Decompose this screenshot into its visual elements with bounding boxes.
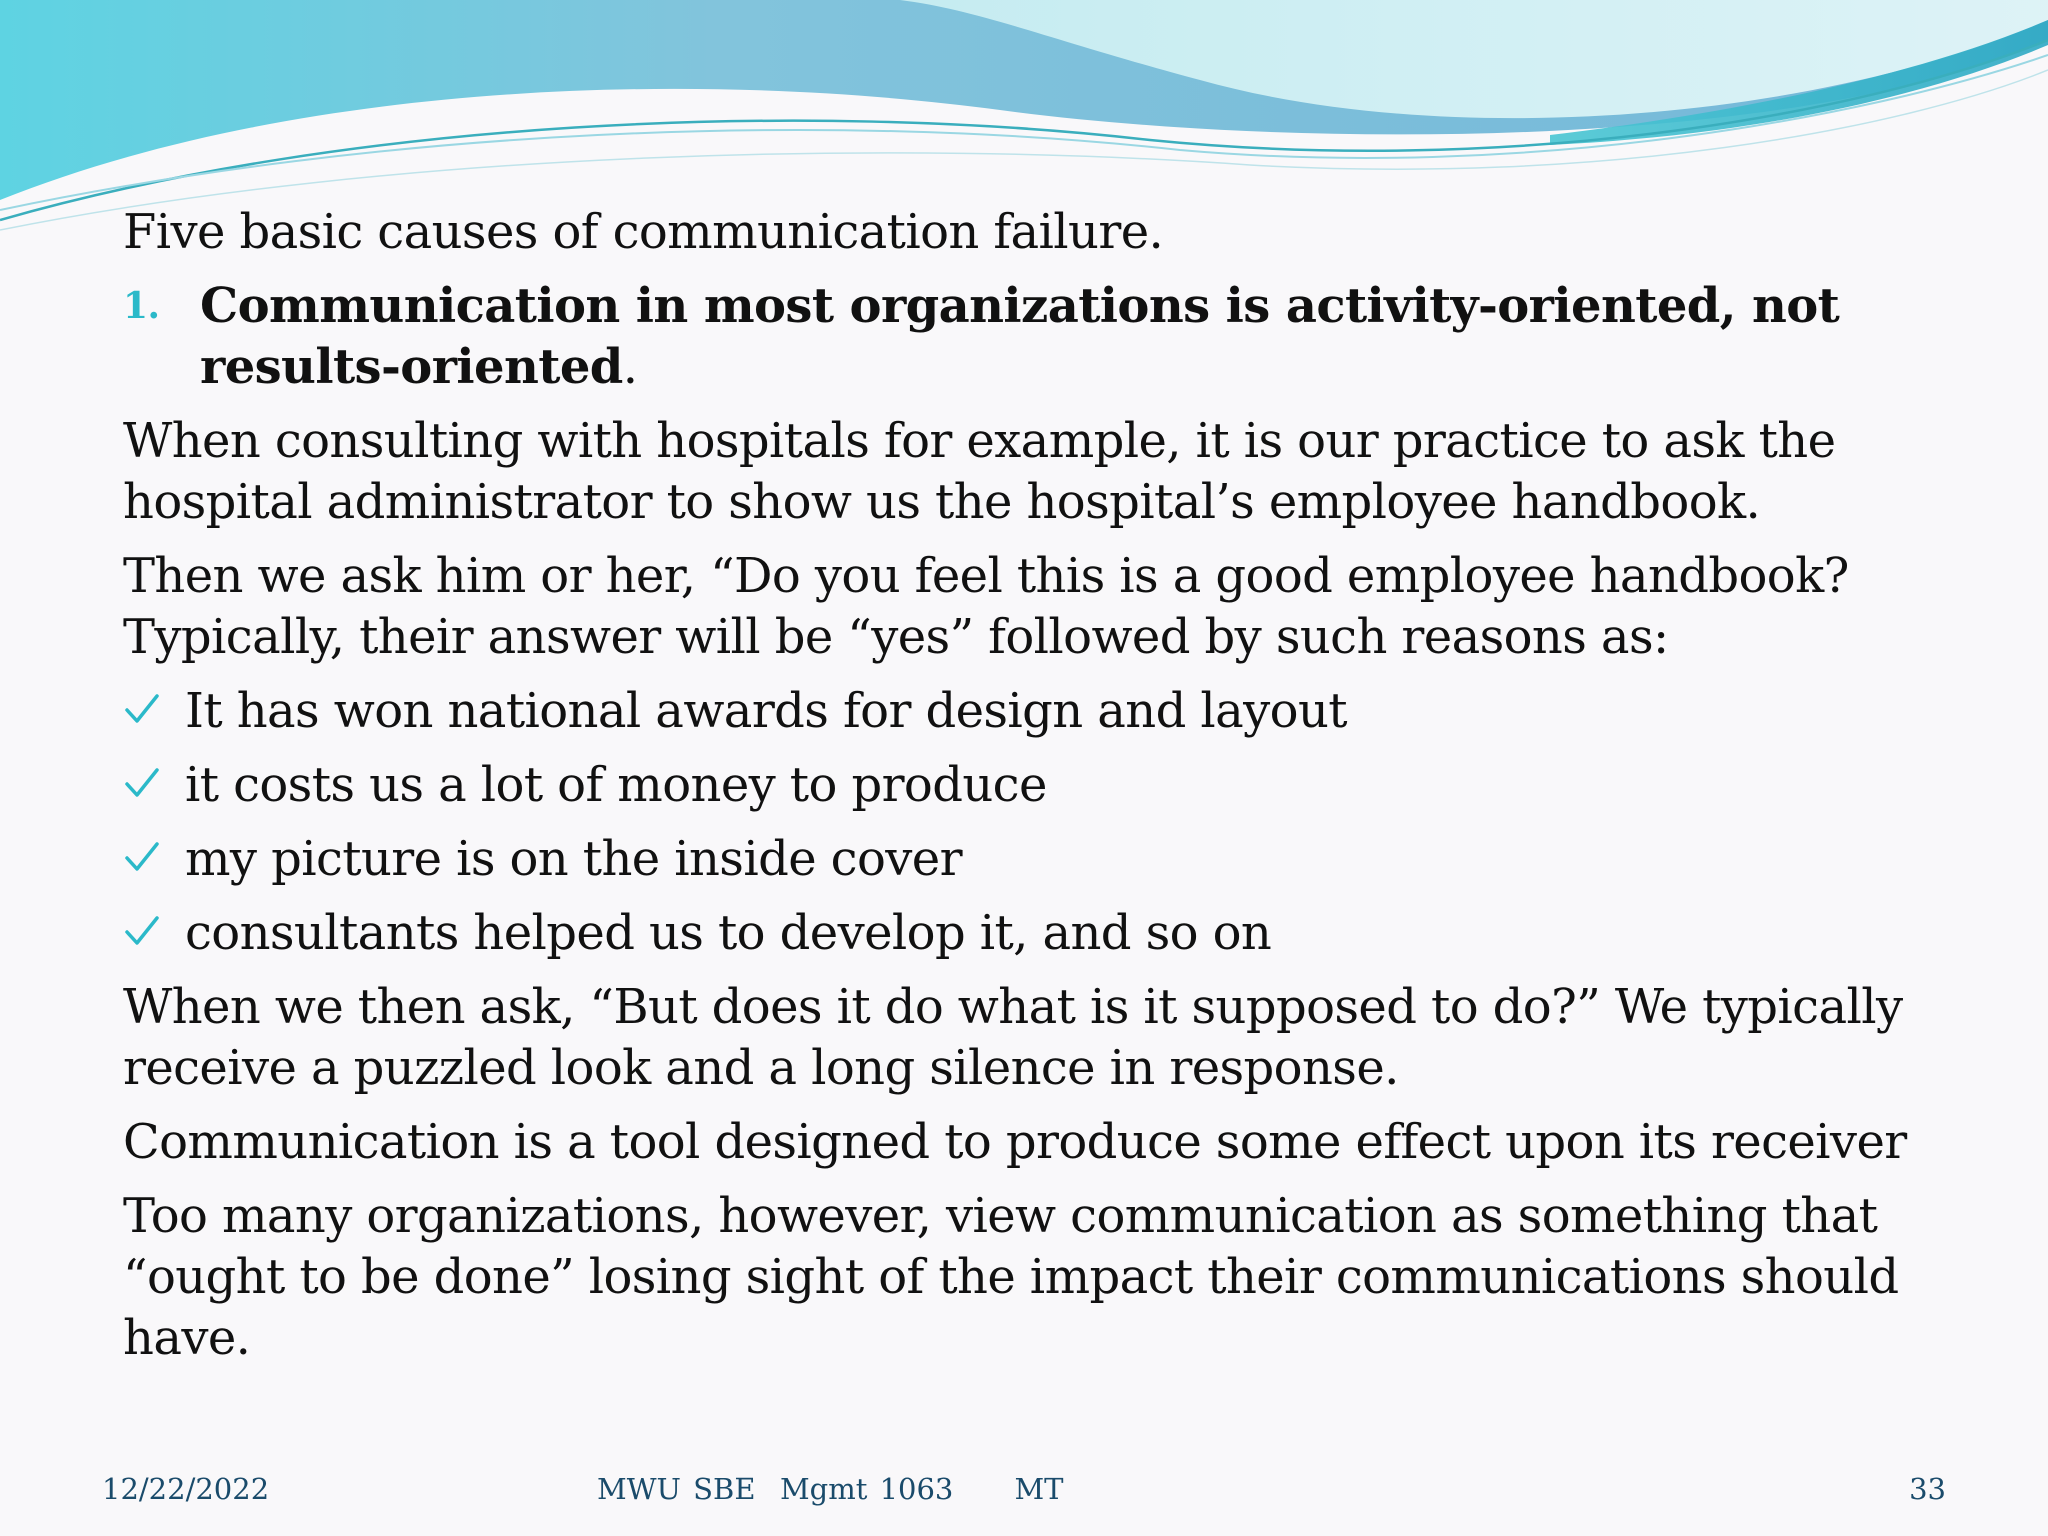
checklist-item-text: It has won national awards for design and layout — [185, 683, 1347, 739]
checklist-item-text: my picture is on the inside cover — [185, 831, 962, 887]
numbered-item-bold: Communication in most organizations is activity-oriented, not results-oriented — [200, 278, 1840, 395]
slide-number: 33 — [1909, 1472, 1946, 1506]
checkmark-icon — [123, 755, 185, 816]
checklist-item — [123, 829, 1993, 890]
paragraph-followup: When we then ask, “But does it do what is it supposed to do?” We typically receive a puzzled look and a long silence in response. — [123, 979, 1903, 1096]
checkmark-icon — [123, 903, 185, 964]
paragraph-consulting: When consulting with hospitals for example, it is our practice to ask the hospital administrator to show us the hospital’s employee handbook. — [123, 413, 1836, 530]
checkmark-icon — [123, 681, 185, 742]
paragraph-conclusion: Too many organizations, however, view communication as something that “ought to be done” losing sight of the impact their communications should have. — [123, 1188, 1899, 1366]
checklist-item-text: consultants helped us to develop it, and so on — [185, 905, 1272, 961]
paragraph-question: Then we ask him or her, “Do you feel this is a good employee handbook? Typically, their answer will be “yes” followed by such reasons as: — [123, 548, 1849, 665]
slide-body — [123, 202, 1993, 1382]
footer-date: 12/22/2022 — [102, 1472, 270, 1506]
checklist-item — [123, 681, 1993, 742]
footer-course: MWU SBE Mgmt 1063 MT — [597, 1472, 1064, 1506]
item-number: 1. — [123, 285, 160, 327]
checklist-item — [123, 755, 1993, 816]
intro-heading: Five basic causes of communication failure. — [123, 204, 1164, 260]
checkmark-icon — [123, 829, 185, 890]
numbered-item-trailing: . — [622, 339, 638, 395]
paragraph-tool: Communication is a tool designed to produce some effect upon its receiver — [123, 1114, 1907, 1170]
numbered-item-text — [200, 276, 1993, 398]
checklist-item — [123, 903, 1993, 964]
numbered-item-1 — [123, 276, 1993, 398]
checklist-item-text: it costs us a lot of money to produce — [185, 757, 1047, 813]
